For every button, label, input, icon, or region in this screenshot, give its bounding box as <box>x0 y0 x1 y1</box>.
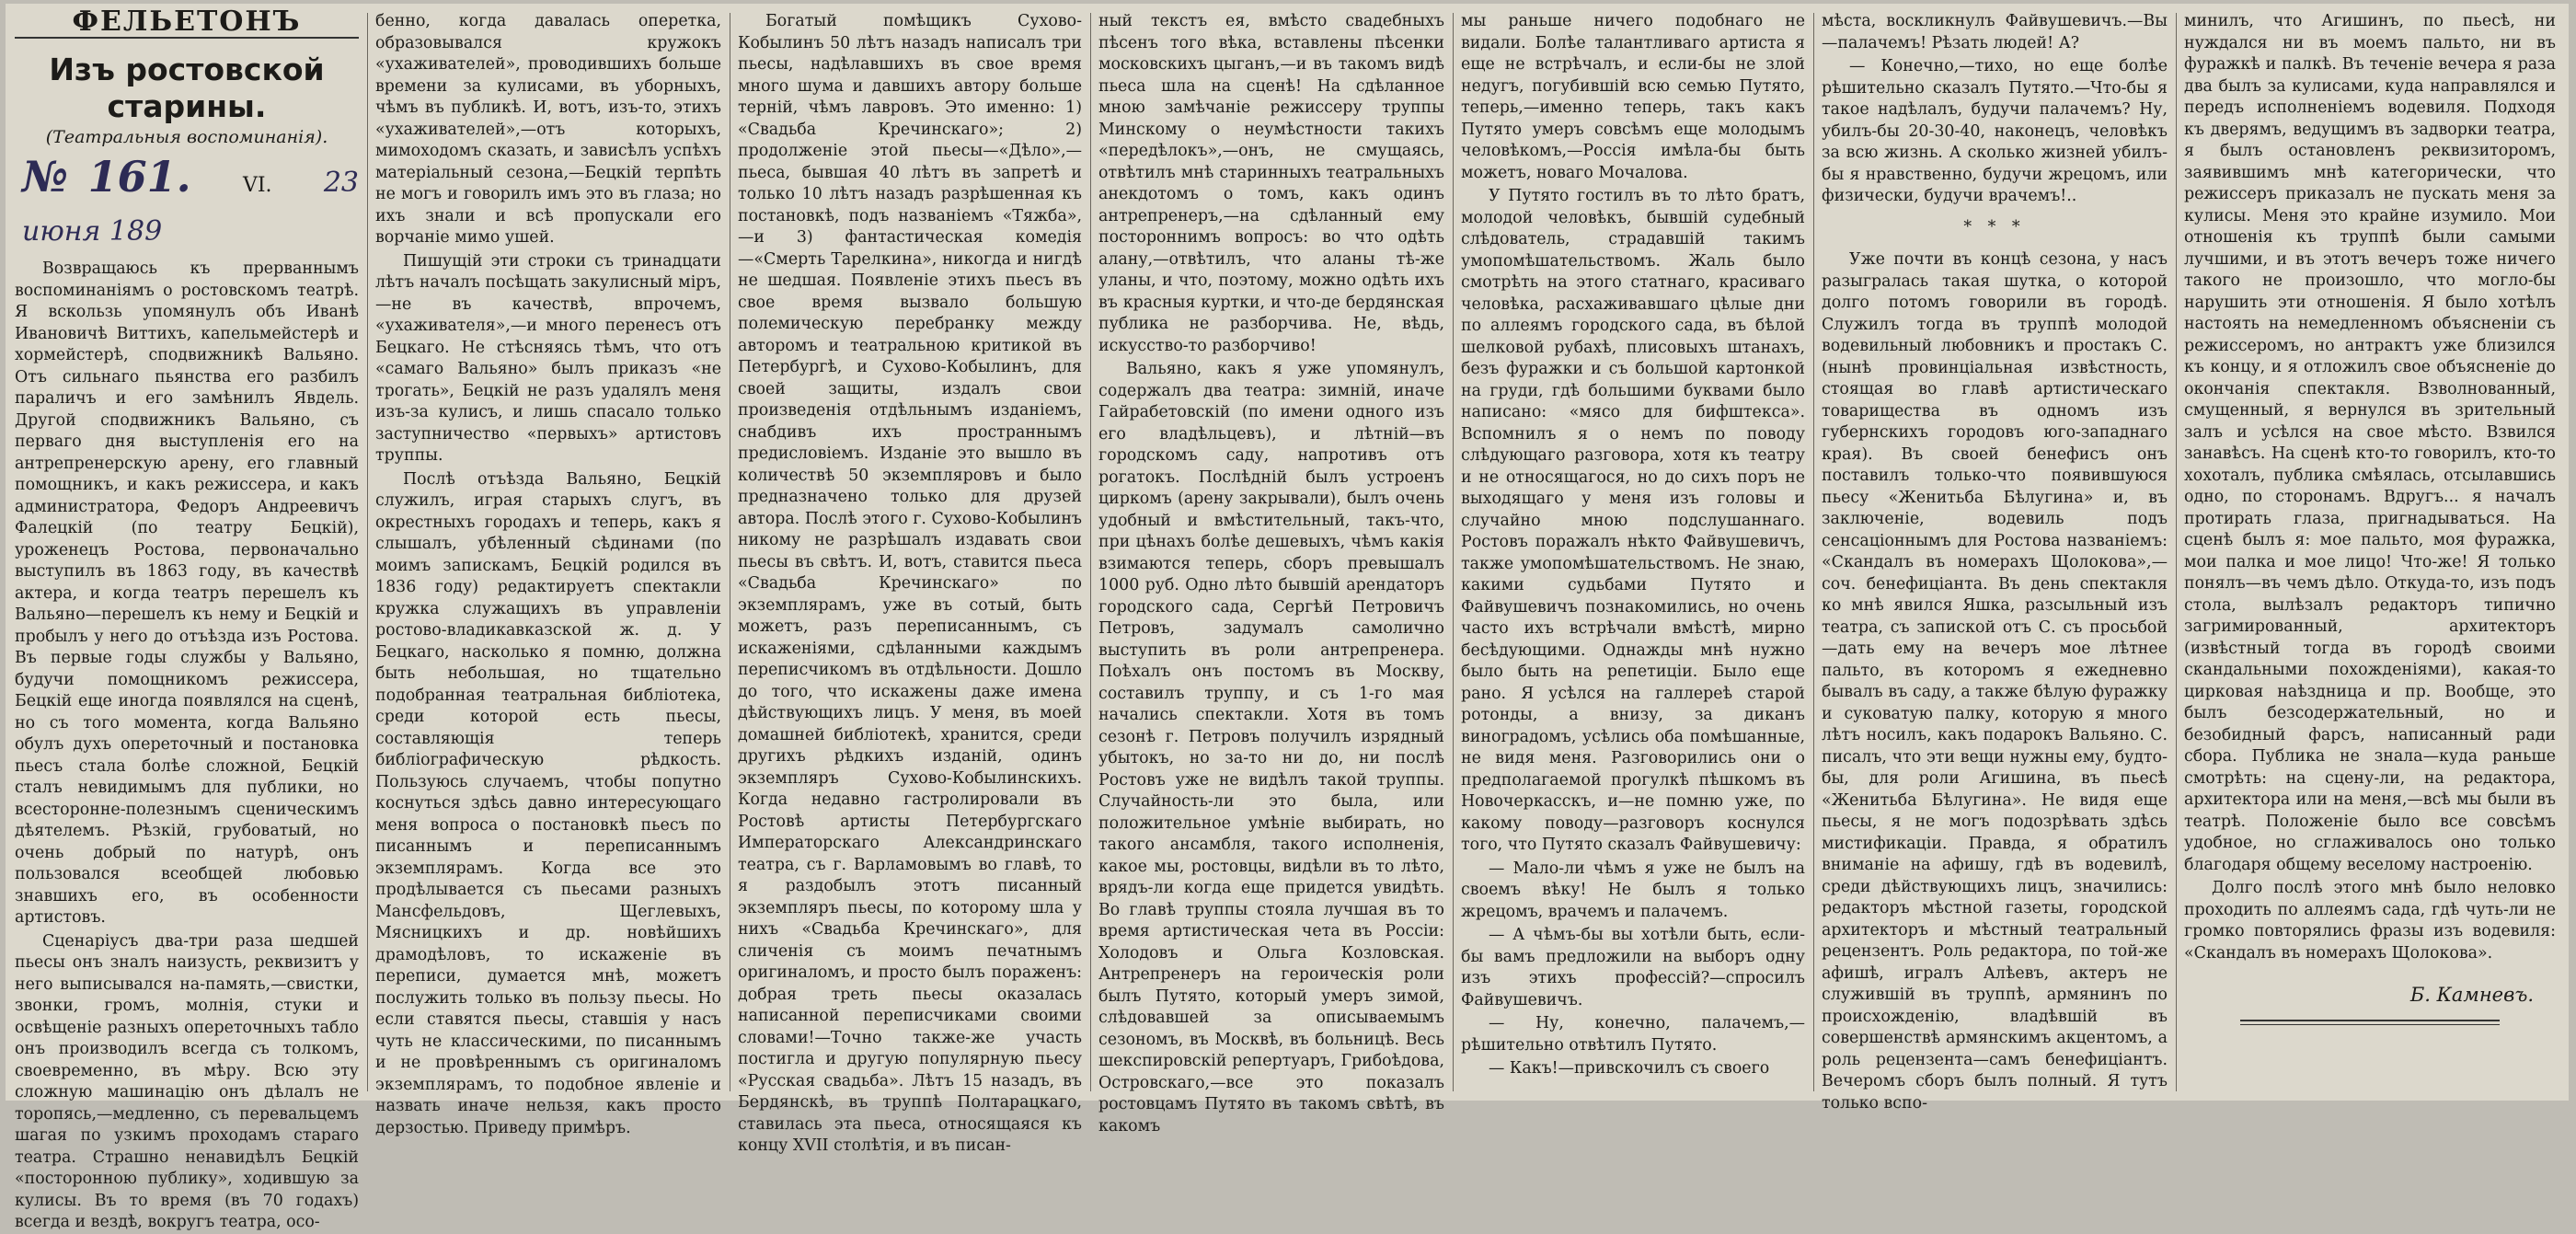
paragraph: — Ну, конечно, палачемъ,—рѣшительно отвѣтилъ Путято. <box>1461 1014 1805 1055</box>
column-7 <box>2184 11 2556 1093</box>
paragraph: минилъ, что Агишинъ, по пьесѣ, ни нуждался ни въ моемъ пальто, ни въ фуражкѣ и палкѣ. Въ теченіе вечера я раза два былъ за кулисами, куда направлялся и передъ исполненіемъ водевиля. Подходя къ дверямъ, ведущимъ въ задворки театра, я былъ остановленъ реквизиторомъ, заявившимъ мнѣ категорически, что режиссеръ приказалъ не пускать меня за кулисы. Меня это крайне изумило. Мои отношенія къ труппѣ были самыми лучшими, и въ этотъ вечеръ тоже ничего такого не произошло, что могло-бы нарушить эти отношенія. Я было хотѣлъ настоять на немедленномъ объясненіи съ режиссеромъ, но антрактъ уже близился къ концу, и я отложилъ свое объясненіе до окончанія спектакля. Взволнованный, смущенный, я вернулся въ зрительный залъ и усѣлся на свое мѣсто. Взвился занавѣсъ. На сценѣ кто-то говорилъ, кто-то хохоталъ, публика смѣялась, отсылавшись одно, по сторонамъ. Вдругъ... я началъ протирать глаза, пригнадываться. На сценѣ былъ я: мое пальто, моя фуражка, мои палка и мое лицо! Что-же! Я только понялъ—въ чемъ дѣло. Откуда-то, изъ подъ стола, вылѣзалъ редакторъ типично загримированный, архитекторъ (извѣстный тогда въ городѣ своими скандальными похожденіями), какая-то цирковая наѣздница и пр. Вообще, это былъ безсодержательный, но и безобидный фарсъ, написанный ради сбора. Публика не знала—куда раньше смотрѣть: на сцену-ли, на редактора, архитектора или на меня,—всѣ мы были въ театрѣ. Положеніе было все совсѣмъ удобное, но сглаживалось оно только благодаря общему веселому настроенію. <box>2184 12 2556 874</box>
column-3 <box>738 11 1082 1155</box>
column-rule <box>2176 13 2177 1091</box>
paragraph: Вальяно, какъ я уже упомянулъ, содержалъ два театра: зимній, иначе Гайрабетовскій (по имени одного изъ его владѣльцевъ), и лѣтній—въ городскомъ саду, напротивъ отъ рогатокъ. Послѣдній былъ устроенъ циркомъ (арену закрывали), былъ очень удобный и вмѣстительный, такъ-что, при цѣнахъ болѣе дешевыхъ, чѣмъ какія взимаются теперь, сборъ превышалъ 1000 руб. Одно лѣто бывшій арендаторъ городского сада, Сергѣй Петровичъ Петровъ, задумалъ самолично выступить въ роли антрепренера. Поѣхалъ онъ постомъ въ Москву, составилъ труппу, и съ 1-го мая начались спектакли. Хотя въ томъ сезонѣ г. Петровъ получилъ изрядный убытокъ, но за-то ни до, ни послѣ Ростовъ уже не видѣлъ такой труппы. Случайность-ли это была, или положительное умѣніе выбирать, но такого ансамбля, такого исполненія, какое мы, ростовцы, видѣли въ то лѣто, врядъ-ли когда еще придется увидѣть. Во главѣ труппы стояла лучшая въ то время артистическая чета въ Россіи: Холодовъ и Ольга Козловская. Антрепренеръ на героическія роли былъ Путято, который умеръ зимой, слѣдовавшей за описываемымъ сезономъ, въ Москвѣ, въ больницѣ. Весь шекспировскій репертуаръ, Грибоѣдова, Островскаго,—все это показалъ ростовцамъ Путято въ такомъ свѣтѣ, въ какомъ <box>1098 360 1444 1136</box>
paragraph: У Путято гостилъ въ то лѣто братъ, молодой человѣкъ, бывшій судебный слѣдователь, страдавшій такимъ умопомѣшательствомъ. Жаль было смотрѣть на этого статнаго, красиваго человѣка, расхаживавшаго цѣлые дни по аллеямъ городского сада, въ бѣлой шелковой рубахѣ, плисовыхъ штанахъ, безъ фуражки и съ большой картонкой на груди, гдѣ большими буквами было написано: «мясо для бифштекса». Вспомнилъ я о немъ по поводу слѣдующаго разговора, хотя къ театру и не относящагося, но до сихъ поръ не выходящаго у меня изъ головы и случайно мною подслушаннаго. Ростовъ поражалъ нѣкто Файвушевичъ, также умопомѣшательствомъ. Не знаю, какими судьбами Путято и Файвушевичъ познакомились, но очень часто ихъ встрѣчали вмѣстѣ, мирно бесѣдующими. Однажды мнѣ нужно было быть на репетиціи. Было еще рано. Я усѣлся на галлереѣ старой ротонды, а внизу, за диканъ виноградомъ, усѣлись оба помѣшанные, не видя меня. Разговорились они о предполагаемой прогулкѣ пѣшкомъ въ Новочеркасскъ, и—не помню уже, по какому поводу—разговоръ коснулся того, что Путято сказалъ Файвушевичу: <box>1461 187 1805 854</box>
paragraph: Сценаріусъ два-три раза шедшей пьесы онъ зналъ наизусть, реквизитъ у него выписывался на-память,—свистки, звонки, громъ, молнія, стуки и освѣщеніе разныхъ опереточныхъ табло онъ производилъ всегда съ толкомъ, своевременно, въ мѣру. Всю эту сложную машинацію онъ дѣлалъ не торопясь,—медленно, съ перевальцемъ шагая по узкимъ проходамъ стараго театра. Страшно ненавидѣлъ Бецкій «посторонною публику», ходившую за кулисы. Въ то время (въ 70 годахъ) всегда и вездѣ, вокругъ театра, осо- <box>15 931 359 1231</box>
column-rule <box>367 13 368 1091</box>
paragraph: Возвращаюсь къ прерваннымъ воспоминаніямъ о ростовскомъ театрѣ. Я вскользь упомянулъ объ Иванѣ Ивановичѣ Виттихъ, капельмейстерѣ и хормейстерѣ, сподвижникѣ Вальяно. Отъ сильнаго пьянства его разбилъ параличъ и его замѣнилъ Явдель. Другой сподвижникъ Вальяно, съ перваго дня выступленія его на антрепренерскую арену, его главный помощникъ, и какъ режиссера, и какъ администратора, Федоръ Андреевичъ Фалецкій (по театру Бецкій), уроженецъ Ростова, первоначально выступилъ въ 1863 году, въ качествѣ актера, и когда театръ перешелъ къ Вальяно—перешелъ къ нему и Бецкій и пробылъ у него до отъѣзда изъ Ростова. Въ первые годы службы у Вальяно, будучи помощникомъ режиссера, Бецкій еще иногда появлялся на сценѣ, но съ того момента, когда Вальяно обулъ духъ опереточный и постановка пьесъ стала болѣе сложной, Бецкій сталъ невидимымъ для публики, но всесторонне-полезнымъ сценическимъ дѣятелемъ. Рѣзкій, грубоватый, но очень добрый по натурѣ, онъ пользовался всеобщей любовью знавшихъ его, въ особенности артистовъ. <box>15 259 359 927</box>
section-rubric: ФЕЛЬЕТОНЪ <box>15 11 359 39</box>
paragraph: бенно, когда давалась оперетка, образовывался кружокъ «ухаживателей», проводившихъ больше времени за кулисами, въ уборныхъ, чѣмъ въ публикѣ. И, вотъ, изъ-то, этихъ «ухаживателей»,—отъ которыхъ, мимоходомъ сказать, и зависѣлъ успѣхъ матеріальный сезона,—Бецкій терпѣть не могъ и говорилъ имъ это въ глаза; но ихъ знали и всѣ пропускали его ворчаніе мимо ушей. <box>375 12 721 247</box>
paragraph: Уже почти въ концѣ сезона, у насъ разыгралась такая шутка, о которой долго потомъ говорили въ городѣ. Служилъ тогда въ труппѣ молодой водевильный любовникъ и простакъ С. (нынѣ провинціальная извѣстность, стоящая во главѣ артистическаго товарищества въ одномъ изъ губернскихъ городовъ юго-западнаго края). Въ своей бенефисъ онъ поставилъ только-что появившуюся пьесу «Женитьба Бѣлугина» и, въ заключеніе, водевиль подъ сенсаціоннымъ для Ростова названіемъ: «Скандалъ въ номерахъ Щолокова»,—соч. бенефиціанта. Въ день спектакля ко мнѣ явился Яшка, разсыльный изъ театра, съ запиской отъ С. съ просьбой—дать ему на вечеръ мое лѣтнее пальто, въ которомъ я ежедневно бывалъ въ саду, а также бѣлую фуражку и суковатую палку, которую я много лѣтъ носилъ, какъ подарокъ Вальяно. С. писалъ, что эти вещи нужны ему, будто-бы, для роли Агишина, въ пьесѣ «Женитьба Бѣлугина». Не видя еще пьесы, я не могъ подозрѣвать здѣсь мистификаціи. Правда, я обратилъ вниманіе на афишу, гдѣ въ водевилѣ, среди дѣйствующихъ лицъ, значились: редакторъ мѣстной газеты, городской архитекторъ и мѣстный театральный рецензентъ. Роль редактора, по той-же афишѣ, игралъ Алѣевъ, актеръ не служившій въ труппѣ, армянинъ по происхожденію, владѣвшій въ совершенствѣ армянскимъ акцентомъ, а роль рецензента—самъ бенефиціантъ. Вечеромъ сборъ былъ полный. Я тутъ только вспо- <box>1822 250 2168 1113</box>
paragraph: — А чѣмъ-бы вы хотѣли быть, если-бы вамъ предложили на выборъ одну изъ этихъ профессій?—спросилъ Файвушевичъ. <box>1461 926 1805 1009</box>
handwritten-note <box>22 152 360 253</box>
column-rule <box>1453 13 1454 1091</box>
newspaper-clipping <box>6 4 2569 1231</box>
column-rule <box>1090 13 1091 1091</box>
column-rule <box>1813 13 1814 1091</box>
paragraph: мѣста, воскликнулъ Файвушевичъ.—Вы—палачемъ! Рѣзать людей! А? <box>1822 12 2168 52</box>
article-subheadline: (Театральныя воспоминанія). <box>45 126 328 147</box>
end-rule <box>2240 1020 2501 1025</box>
paragraph: Послѣ отъѣзда Вальяно, Бецкій служилъ, играя старыхъ слугъ, въ окрестныхъ городахъ и теперь, какъ я слышалъ, убѣленный сѣдинами (по моимъ запискамъ, Бецкій родился въ 1836 году) редактируетъ спектакли кружка служащихъ въ управленіи ростово-владикавказской ж. д. У Бецкаго, насколько я помню, должна быть небольшая, но тщательно подобранная театральная библіотека, среди которой есть пьесы, составляющія теперь библіографическую рѣдкость. Пользуюсь случаемъ, чтобы попутно коснуться здѣсь давно интересующаго меня вопроса о постановкѣ пьесъ по писаннымъ и переписаннымъ экземплярамъ. Когда все это продѣлывается съ пьесами разныхъ Мансфельдовъ, Щеглевыхъ, Мясницкихъ и др. новѣйшихъ драмодѣловъ, то искаженіе въ переписи, думается мнѣ, можетъ послужить только въ пользу пьесы. Но если ставятся пьесы, ставшія у насъ чуть не классическими, по писаннымъ и не провѣреннымъ съ оригиналомъ экземплярамъ, то подобное явленіе и назвать иначе нельзя, какъ просто дерзостью. Приведу примѣръ. <box>375 469 721 1137</box>
author-signature: Б. Камневъ. <box>2409 984 2534 1006</box>
column-1 <box>15 6 360 1231</box>
paragraph: — Конечно,—тихо, но еще болѣе рѣшительно сказалъ Путято.—Что-бы я такое надѣлалъ, будучи палачемъ? Ну, убилъ-бы 20-30-40, наконецъ, человѣкъ за всю жизнь. А сколько жизней убилъ-бы я нравственно, будучи жрецомъ, или физически, будучи врачемъ!.. <box>1822 57 2168 205</box>
column-6 <box>1822 11 2168 1113</box>
paragraph: Долго послѣ этого мнѣ было неловко проходить по аллеямъ сада, гдѣ чуть-ли не громко повторялись фразы изъ водевиля: «Скандалъ въ номерахъ Щолокова». <box>2184 879 2556 963</box>
handwritten-date: 23 июня 189 <box>22 167 360 248</box>
column-4 <box>1098 11 1444 1136</box>
section-divider: * * * <box>1963 217 2026 236</box>
paragraph: ный текстъ ея, вмѣсто свадебныхъ пѣсенъ того вѣка, вставлены пѣсенки московскихъ цыганъ,—и въ такомъ видѣ пьеса шла на сценѣ! На сдѣланное мною замѣчаніе режиссеру труппы Минскому о неумѣстности такихъ «передѣлокъ»,—онъ, не смущаясь, отвѣтилъ мнѣ старинныхъ театральныхъ анекдотомъ о томъ, какъ одинъ антрепренеръ,—на сдѣланный ему постороннимъ вопросъ: во что одѣть алану,—отвѣтилъ, что аланы тѣ-же уланы, и что, поэтому, можно одѣть ихъ въ красныя куртки, и что-де бердянская публика не разборчива. Не, вѣдь, искусство-то разборчиво! <box>1098 12 1444 355</box>
paragraph: мы раньше ничего подобнаго не видали. Болѣе талантливаго артиста я еще не встрѣчалъ, и если-бы не злой недугъ, погубившій всю семью Путято, теперь,—именно теперь, такъ какъ Путято умеръ совсѣмъ еще молодымъ человѣкомъ,—Россія имѣла-бы быть можетъ, новаго Мочалова. <box>1461 12 1805 182</box>
paragraph: Пишущій эти строки съ тринадцати лѣтъ началъ посѣщать закулисный міръ,—не въ качествѣ, впрочемъ, «ухаживателя»,—и много перенесъ отъ Бецкаго. Не стѣсняясь тѣмъ, что отъ «самаго Вальяно» былъ приказъ «не трогать», Бецкій не разъ удалялъ меня изъ-за кулисъ, и лишь спасало только заступничество «первыхъ» артистовъ труппы. <box>375 251 721 465</box>
paragraph: — Мало-ли чѣмъ я уже не былъ на своемъ вѣку! Не былъ я только жрецомъ, врачемъ и палачемъ. <box>1461 859 1805 921</box>
column-5 <box>1461 11 1805 1093</box>
paragraph: Богатый помѣщикъ Сухово-Кобылинъ 50 лѣтъ назадъ написалъ три пьесы, надѣлавшихъ въ свое время много шума и давшихъ автору больше терній, чѣмъ лавровъ. Это именно: 1) «Свадьба Кречинскаго»; 2) продолженіе этой пьесы—«Дѣло»,—пьеса, бывшая 40 лѣтъ въ запретѣ и только 10 лѣтъ назадъ разрѣшенная къ постановкѣ, подъ названіемъ «Тяжба»,—и 3) фантастическая комедія—«Смерть Тарелкина», никогда и нигдѣ не шедшая. Появленіе этихъ пьесъ въ свое время вызвало большую полемическую перебранку между авторомъ и театральною критикой въ Петербургѣ, и Сухово-Кобылинъ, для своей защиты, издалъ свои произведенія отдѣльнымъ изданіемъ, снабдивъ ихъ пространнымъ предисловіемъ. Изданіе это вышло въ количествѣ 50 экземпляровъ и было предназначено только для друзей автора. Послѣ этого г. Сухово-Кобылинъ никому не разрѣшалъ издавать свои пьесы въ свѣтъ. И, вотъ, ставится пьеса «Свадьба Кречинскаго» по экземплярамъ, уже въ сотый, быть можетъ, разъ переписаннымъ, съ искаженіями, сдѣланными каждымъ переписчикомъ въ отдѣльности. Дошло до того, что искажены даже имена дѣйствующихъ лицъ. У меня, въ моей домашней библіотекѣ, хранится, среди другихъ рѣдкихъ изданій, одинъ экземпляръ Сухово-Кобылинскихъ. Когда недавно гастролировали въ Ростовѣ артисты Петербургскаго Императорскаго Александринскаго театра, съ г. Варламовымъ во главѣ, то я раздобылъ этотъ писанный экземпляръ пьесы, по которому шла у нихъ «Свадьба Кречинскаго», для сличенія съ моимъ печатнымъ оригиналомъ, и просто былъ пораженъ: добрая треть пьесы оказалась написанной переписчиками своими словами!—Точно также-же участь постигла и другую популярную пьесу «Русская свадьба». Лѣтъ 15 назадъ, въ Бердянскѣ, въ труппѣ Полтарацкаго, ставилась эта пьеса, относящаяся къ концу XVII столѣтія, и въ писан- <box>738 12 1082 1155</box>
paragraph: — Какъ!—привскочилъ съ своего <box>1489 1059 1770 1078</box>
installment-number: VI. <box>242 174 272 197</box>
column-2 <box>375 11 721 1137</box>
article-headline: Изъ ростовской старины. <box>49 51 325 124</box>
handwritten-issue-number: №161. <box>22 152 191 202</box>
